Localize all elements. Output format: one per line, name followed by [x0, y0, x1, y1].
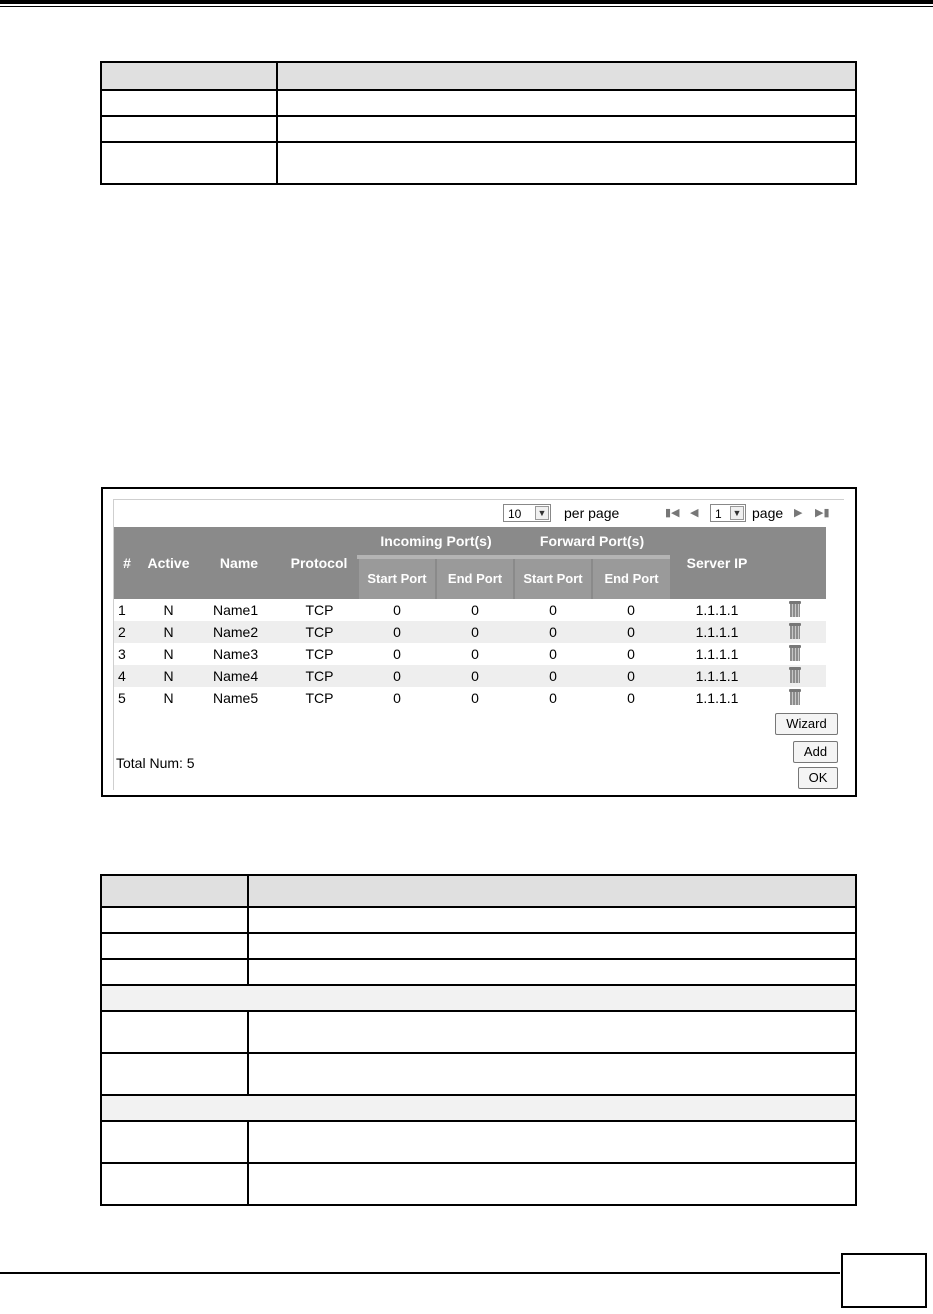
cell-server-ip: 1.1.1.1: [670, 665, 764, 687]
table-row: [101, 1121, 856, 1163]
cell-server-ip: 1.1.1.1: [695, 646, 739, 662]
port-forwarding-table: [114, 527, 826, 709]
cell-active: N: [163, 646, 174, 662]
bottom-description-table: [100, 874, 857, 1206]
cell-forward-start: 0: [514, 621, 592, 643]
cell-protocol: TCP: [281, 621, 358, 643]
cell-forward-end: 0: [592, 665, 670, 687]
wizard-button[interactable]: Wizard: [775, 713, 838, 735]
cell-active: N: [163, 602, 174, 618]
cell-forward-start: 0: [549, 602, 557, 618]
cell-incoming-start: 0: [393, 690, 401, 706]
cell-num: 1: [118, 602, 126, 618]
first-page-icon[interactable]: ▮◀: [665, 507, 680, 519]
table-row: [101, 959, 856, 985]
cell-forward-end: 0: [627, 602, 635, 618]
cell-server-ip: 1.1.1.1: [670, 621, 764, 643]
cell-protocol: TCP: [305, 646, 334, 662]
per-page-label: per page: [564, 505, 620, 521]
table-row: [101, 90, 856, 116]
cell-incoming-start: 0: [358, 665, 436, 687]
page-number-box: [841, 1253, 927, 1308]
trash-icon[interactable]: [789, 601, 801, 617]
cell-num: 5: [118, 690, 126, 706]
header-rule: [0, 0, 933, 4]
cell-forward-start: 0: [549, 646, 557, 662]
delete-cell: [764, 665, 826, 687]
next-page-icon[interactable]: ▶: [794, 507, 803, 519]
table-row: [114, 599, 826, 621]
table-row: [101, 142, 856, 184]
cell-name: Name1: [213, 602, 259, 618]
column-header-incoming: Incoming Port(s): [358, 527, 514, 557]
cell-incoming-start: 0: [358, 621, 436, 643]
table-row: [101, 1053, 856, 1095]
table-row: [114, 687, 826, 709]
cell-protocol: TCP: [305, 690, 334, 706]
cell-server-ip: 1.1.1.1: [695, 690, 739, 706]
cell-name: Name3: [213, 646, 259, 662]
column-header-num: #: [114, 527, 140, 599]
cell-forward-start: 0: [514, 665, 592, 687]
table-header-row: [101, 875, 856, 907]
cell-incoming-end: 0: [436, 621, 514, 643]
column-header-forward: Forward Port(s): [514, 527, 670, 557]
page-value: 1: [715, 507, 722, 521]
top-description-table: [100, 61, 857, 185]
cell-incoming-start: 0: [393, 646, 401, 662]
cell-incoming-end: 0: [436, 665, 514, 687]
cell-active: N: [140, 621, 197, 643]
footer-rule: [0, 1272, 840, 1274]
previous-page-icon[interactable]: ◀: [690, 507, 699, 519]
per-page-select[interactable]: [503, 504, 551, 522]
cell-name: Name4: [197, 665, 281, 687]
per-page-value: 10: [508, 507, 522, 521]
cell-num: 3: [118, 646, 126, 662]
cell-num: 2: [114, 621, 140, 643]
cell-name: Name2: [197, 621, 281, 643]
cell-incoming-end: 0: [471, 690, 479, 706]
port-forwarding-panel: [113, 499, 844, 790]
cell-incoming-end: 0: [471, 646, 479, 662]
column-header-delete: [764, 527, 826, 599]
cell-active: N: [140, 665, 197, 687]
page-select[interactable]: [710, 504, 746, 522]
table-row: [114, 665, 826, 687]
column-header-protocol: Protocol: [281, 527, 358, 599]
table-header-row: [101, 62, 856, 90]
column-header-forward-start: Start Port: [514, 557, 592, 599]
cell-forward-start: 0: [549, 690, 557, 706]
trash-icon[interactable]: [789, 645, 801, 661]
chevron-down-icon: ▼: [535, 506, 549, 520]
table-row: [114, 643, 826, 665]
cell-incoming-end: 0: [471, 602, 479, 618]
cell-forward-end: 0: [627, 646, 635, 662]
total-num-label: Total Num: 5: [116, 755, 195, 771]
table-row: [101, 933, 856, 959]
delete-cell: [764, 621, 826, 643]
page-label: page: [752, 505, 784, 521]
delete-cell: [764, 687, 826, 709]
column-header-incoming-start: Start Port: [358, 557, 436, 599]
delete-cell: [764, 599, 826, 621]
port-forwarding-screenshot: [101, 487, 857, 797]
trash-icon[interactable]: [789, 667, 801, 683]
last-page-icon[interactable]: ▶▮: [815, 507, 830, 519]
pagination-bar: [114, 504, 844, 526]
cell-forward-end: 0: [627, 690, 635, 706]
column-header-forward-end: End Port: [592, 557, 670, 599]
column-header-server-ip: Server IP: [670, 527, 764, 599]
table-row: [101, 1163, 856, 1205]
cell-num: 4: [114, 665, 140, 687]
cell-incoming-start: 0: [393, 602, 401, 618]
section-row: [101, 985, 856, 1011]
table-row: [101, 907, 856, 933]
cell-server-ip: 1.1.1.1: [695, 602, 739, 618]
cell-name: Name5: [213, 690, 259, 706]
column-header-name: Name: [197, 527, 281, 599]
ok-button[interactable]: OK: [798, 767, 838, 789]
table-row: [114, 621, 826, 643]
add-button[interactable]: Add: [793, 741, 838, 763]
trash-icon[interactable]: [789, 689, 801, 705]
cell-forward-end: 0: [592, 621, 670, 643]
table-row: [101, 1011, 856, 1053]
cell-protocol: TCP: [281, 665, 358, 687]
cell-active: N: [163, 690, 174, 706]
column-header-active: Active: [140, 527, 197, 599]
column-header-incoming-end: End Port: [436, 557, 514, 599]
delete-cell: [764, 643, 826, 665]
trash-icon[interactable]: [789, 623, 801, 639]
cell-protocol: TCP: [305, 602, 334, 618]
table-row: [101, 116, 856, 142]
chevron-down-icon: ▼: [730, 506, 744, 520]
section-row: [101, 1095, 856, 1121]
